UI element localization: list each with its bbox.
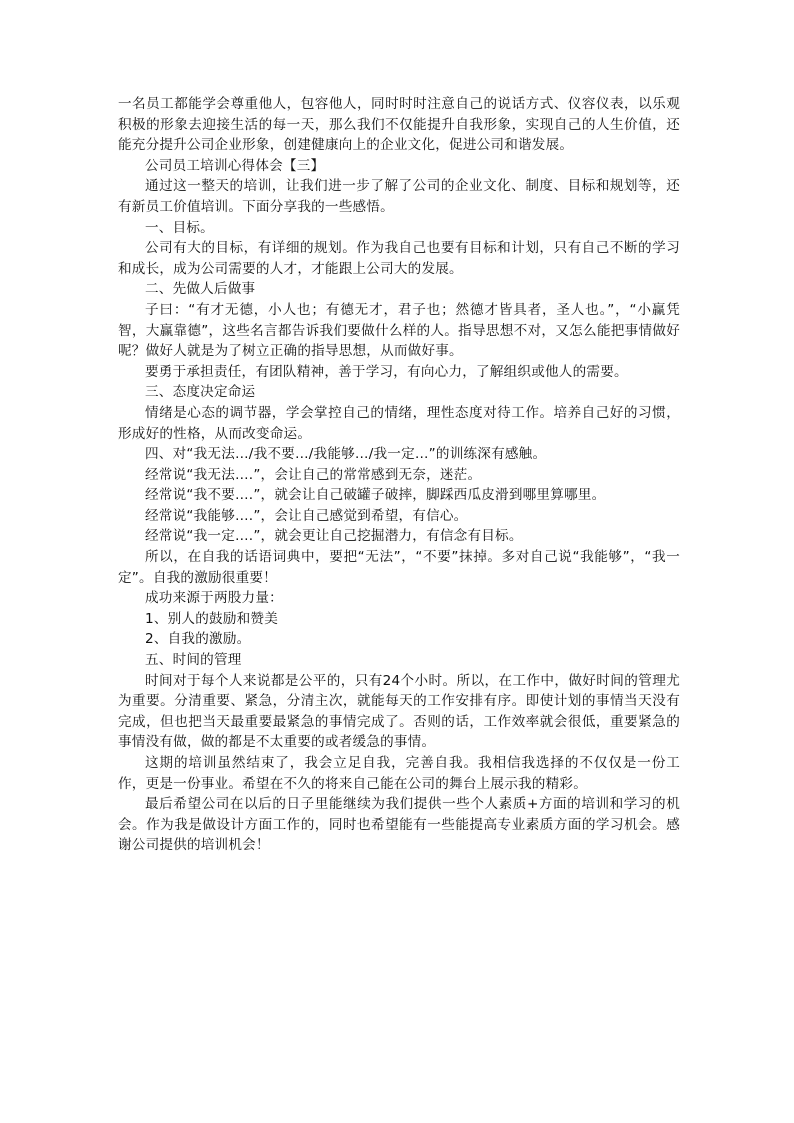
paragraph-can: 经常说“我能够….”，会让自己感觉到希望，有信心。 xyxy=(145,507,468,524)
heading-goals: 一、目标。 xyxy=(145,219,214,236)
paragraph-success-sources: 成功来源于两股力量： xyxy=(145,590,283,607)
paragraph-goals: 公司有大的目标，有详细的规划。作为我自己也要有目标和计划，只有自己不断的学习和成长，成为公司需要的人才，才能跟上公司大的发展。 xyxy=(118,240,680,277)
paragraph-intro: 一名员工都能学会尊重他人，包容他人，同时时时注意自己的说话方式、仪容仪表，以乐观积极的形象去迎接生活的每一天，那么我们不仅能提升自我形象，实现自己的人生价值，还能充分提升公司企业形象，创建健康向上的企业文化，促进公司和谐发展。 xyxy=(118,96,680,154)
list-item-1: 1、别人的鼓励和赞美 xyxy=(145,610,278,627)
paragraph-time: 时间对于每个人来说都是公平的，只有24个小时。所以，在工作中，做好时间的管理尤为重要。分清重要、紧急，分清主次，就能每天的工作安排有序。即使计划的事情当天没有完成，但也把当天最重要最紧急的事情完成了。否则的话，工作效率就会很低，重要紧急的事情没有做，做的都是不太重要的或者缓急的事情。 xyxy=(118,672,680,751)
paragraph-quote: 子曰：“有才无德，小人也；有德无才，君子也；然德才皆具者，圣人也。”，“小赢凭智，大赢靠德”，这些名言都告诉我们要做什么样的人。指导思想不对，又怎么能把事情做好呢？做好人就是为了树立正确的指导思想，从而做好事。 xyxy=(118,301,680,360)
paragraph-dont-want: 经常说“我不要….”，就会让自己破罐子破摔，脚踩西瓜皮滑到哪里算哪里。 xyxy=(145,487,606,504)
paragraph-cannot: 经常说“我无法….”，会让自己的常常感到无奈，迷茫。 xyxy=(145,466,482,483)
paragraph-self-motivation: 所以，在自我的话语词典中，要把“无法”，“不要”抹掉。多对自己说“我能够”，“我一定”。自我的激励很重要！ xyxy=(118,549,680,586)
heading-time-management: 五、时间的管理 xyxy=(145,652,242,669)
heading-training: 四、对“我无法…/我不要…/我能够…/我一定…”的训练深有感触。 xyxy=(145,446,547,463)
paragraph-responsibility: 要勇于承担责任，有团队精神，善于学习，有向心力，了解组织或他人的需要。 xyxy=(145,363,628,380)
section-title: 公司员工培训心得体会【三】 xyxy=(145,157,325,174)
paragraph-conclusion: 这期的培训虽然结束了，我会立足自我，完善自我。我相信我选择的不仅仅是一份工作，更是一份事业。希望在不久的将来自己能在公司的舞台上展示我的精彩。 xyxy=(118,755,680,792)
heading-person-first: 二、先做人后做事 xyxy=(145,281,256,298)
paragraph-emotion: 情绪是心态的调节器，学会掌控自己的情绪，理性态度对待工作。培养自己好的习惯，形成好的性格，从而改变命运。 xyxy=(118,404,680,442)
paragraph-must: 经常说“我一定….”，就会更让自己挖掘潜力，有信念有目标。 xyxy=(145,528,523,545)
paragraph-overview: 通过这一整天的培训，让我们进一步了解了公司的企业文化、制度、目标和规划等，还有新员工价值培训。下面分享我的一些感悟。 xyxy=(118,178,680,215)
document-body xyxy=(118,94,680,856)
list-item-2: 2、自我的激励。 xyxy=(145,631,251,648)
paragraph-closing: 最后希望公司在以后的日子里能继续为我们提供一些个人素质+方面的培训和学习的机会。作为我是做设计方面工作的，同时也希望能有一些能提高专业素质方面的学习机会。感谢公司提供的培训机会！ xyxy=(118,796,680,854)
heading-attitude: 三、态度决定命运 xyxy=(145,384,256,401)
